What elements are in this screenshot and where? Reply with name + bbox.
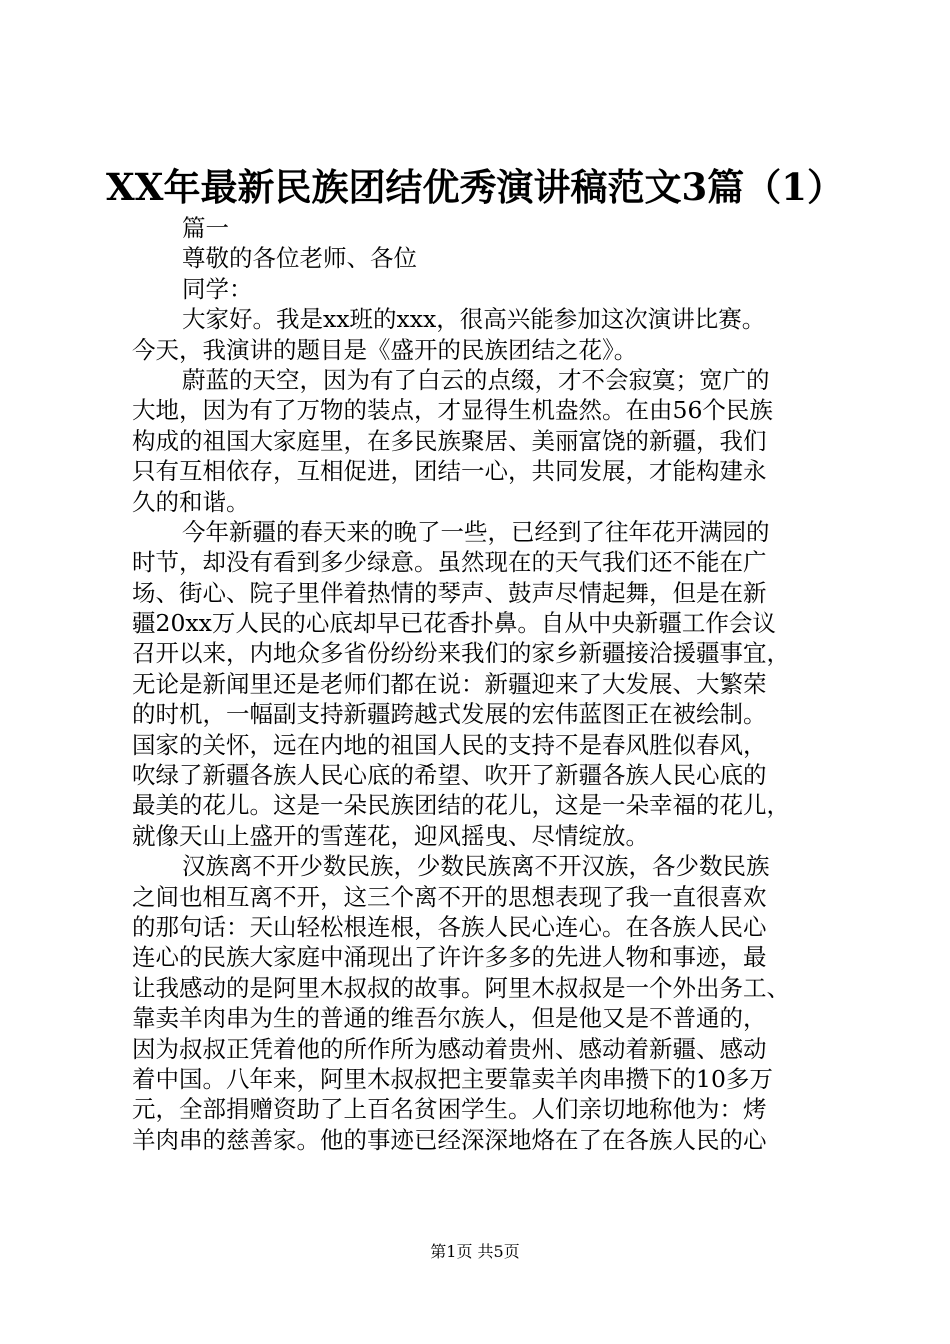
body-line: 构成的祖国大家庭里，在多民族聚居、美丽富饶的新疆，我们	[132, 426, 767, 455]
body-line: 久的和谐。	[132, 487, 250, 516]
body-line: 篇一	[182, 214, 229, 242]
body-line: 今天，我演讲的题目是《盛开的民族团结之花》。	[132, 335, 638, 364]
body-line: 大家好。我是xx班的xxx，很高兴能参加这次演讲比赛。	[182, 305, 766, 334]
body-line: 因为叔叔正凭着他的所作所为感动着贵州、感动着新疆、感动	[132, 1034, 767, 1063]
body-line: 召开以来，内地众多省份纷纷来我们的家乡新疆接洽援疆事宜，	[132, 639, 790, 668]
body-line: 元，全部捐赠资助了上百名贫困学生。人们亲切地称他为：烤	[132, 1095, 767, 1124]
body-line: 尊敬的各位老师、各位	[182, 244, 417, 273]
body-line: 靠卖羊肉串为生的普通的维吾尔族人，但是他又是不普通的，	[132, 1004, 767, 1033]
body-line: 着中国。八年来，阿里木叔叔把主要靠卖羊肉串攒下的10多万	[132, 1064, 773, 1093]
body-line: 场、街心、院子里伴着热情的琴声、鼓声尽情起舞，但是在新	[132, 578, 767, 607]
body-line: 让我感动的是阿里木叔叔的故事。阿里木叔叔是一个外出务工、	[132, 973, 790, 1002]
body-line: 无论是新闻里还是老师们都在说：新疆迎来了大发展、大繁荣	[132, 669, 767, 698]
body-line: 今年新疆的春天来的晚了一些，已经到了往年花开满园的	[182, 517, 770, 546]
body-line: 只有互相依存，互相促进，团结一心，共同发展，才能构建永	[132, 457, 767, 486]
body-line: 时节，却没有看到多少绿意。虽然现在的天气我们还不能在广	[132, 548, 767, 577]
page-footer: 第1页 共5页	[430, 1242, 520, 1261]
body-line: 的时机，一幅副支持新疆跨越式发展的宏伟蓝图正在被绘制。	[132, 700, 767, 729]
body-line: 汉族离不开少数民族，少数民族离不开汉族，各少数民族	[182, 852, 770, 881]
body-line: 羊肉串的慈善家。他的事迹已经深深地烙在了在各族人民的心	[132, 1125, 767, 1154]
body-line: 大地，因为有了万物的装点，才显得生机盎然。在由56个民族	[132, 396, 773, 425]
body-line: 吹绿了新疆各族人民心底的希望、吹开了新疆各族人民心底的	[132, 761, 767, 790]
body-line: 国家的关怀，远在内地的祖国人民的支持不是春风胜似春风，	[132, 730, 767, 759]
body-line: 同学：	[182, 274, 253, 303]
body-line: 之间也相互离不开，这三个离不开的思想表现了我一直很喜欢	[132, 882, 767, 911]
body-line: 疆20xx万人民的心底却早已花香扑鼻。自从中央新疆工作会议	[132, 609, 776, 638]
document-title: XX年最新民族团结优秀演讲稿范文3篇（1）	[106, 165, 844, 209]
body-line: 就像天山上盛开的雪莲花，迎风摇曳、尽情绽放。	[132, 821, 649, 850]
body-line: 连心的民族大家庭中涌现出了许许多多的先进人物和事迹，最	[132, 943, 767, 972]
body-line: 蔚蓝的天空，因为有了白云的点缀，才不会寂寞；宽广的	[182, 365, 770, 394]
body-line: 的那句话：天山轻松根连根，各族人民心连心。在各族人民心	[132, 912, 767, 941]
document-body	[132, 213, 832, 1155]
body-line: 最美的花儿。这是一朵民族团结的花儿，这是一朵幸福的花儿，	[132, 791, 790, 820]
